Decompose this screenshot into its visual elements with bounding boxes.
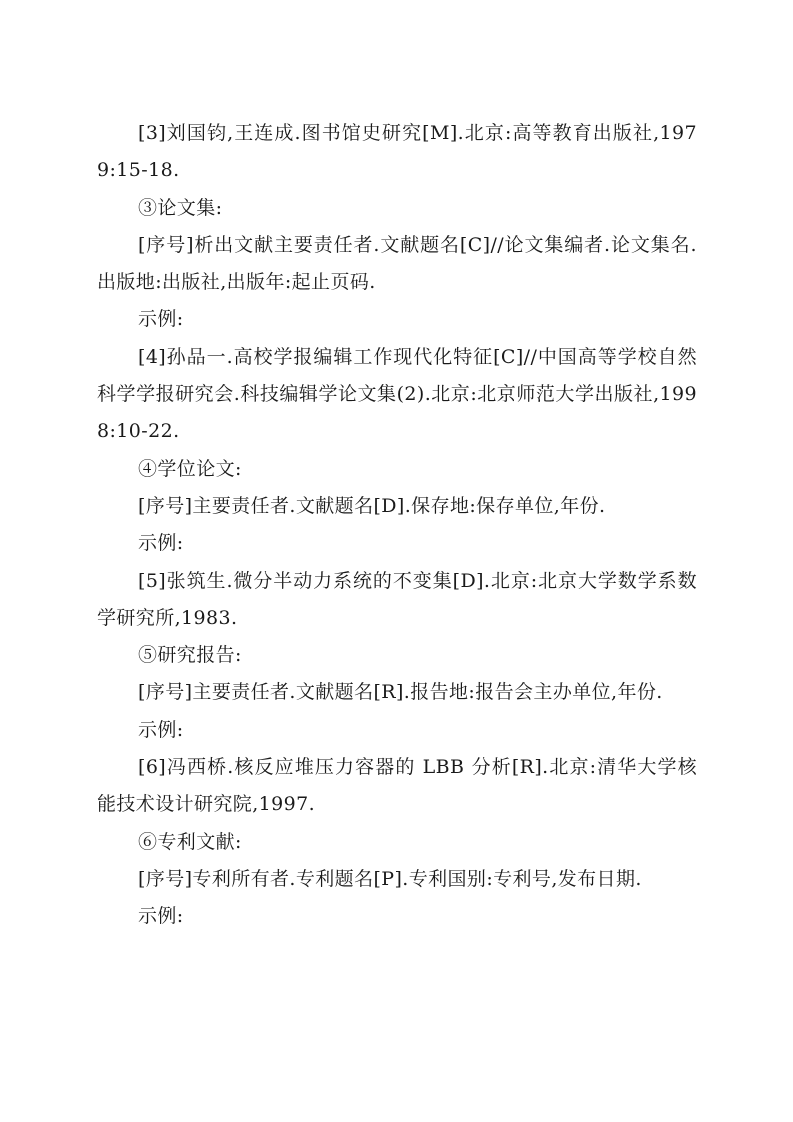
format-rule-patent: [序号]专利所有者.专利题名[P].专利国别:专利号,发布日期. xyxy=(138,867,642,890)
section-heading-thesis: ④学位论文: xyxy=(138,457,242,480)
format-rule-report: [序号]主要责任者.文献题名[R].报告地:报告会主办单位,年份. xyxy=(138,681,663,704)
section-heading-patent: ⑥专利文献: xyxy=(138,830,242,853)
reference-example-6: [6]冯西桥.核反应堆压力容器的 LBB 分析[R].北京:清华大学核能技术设计研究院,1997. xyxy=(97,756,697,816)
example-label: 示例: xyxy=(138,905,184,928)
section-heading-report: ⑤研究报告: xyxy=(138,644,242,667)
example-label: 示例: xyxy=(138,308,184,331)
example-label: 示例: xyxy=(138,718,184,741)
example-label: 示例: xyxy=(138,532,184,555)
format-rule-thesis: [序号]主要责任者.文献题名[D].保存地:保存单位,年份. xyxy=(138,494,606,517)
section-heading-proceedings: ③论文集: xyxy=(138,196,223,219)
reference-example-5: [5]张筑生.微分半动力系统的不变集[D].北京:北京大学数学系数学研究所,1983. xyxy=(97,569,697,629)
format-rule-proceedings: [序号]析出文献主要责任者.文献题名[C]//论文集编者.论文集名.出版地:出版社,出版年:起止页码. xyxy=(97,233,697,294)
document-body xyxy=(97,115,697,936)
reference-example-4: [4]孙品一.高校学报编辑工作现代化特征[C]//中国高等学校自然科学学报研究会.科技编辑学论文集(2).北京:北京师范大学出版社,1998:10-22. xyxy=(97,345,697,443)
reference-example-3: [3]刘国钧,王连成.图书馆史研究[M].北京:高等教育出版社,1979:15-18. xyxy=(97,122,697,182)
